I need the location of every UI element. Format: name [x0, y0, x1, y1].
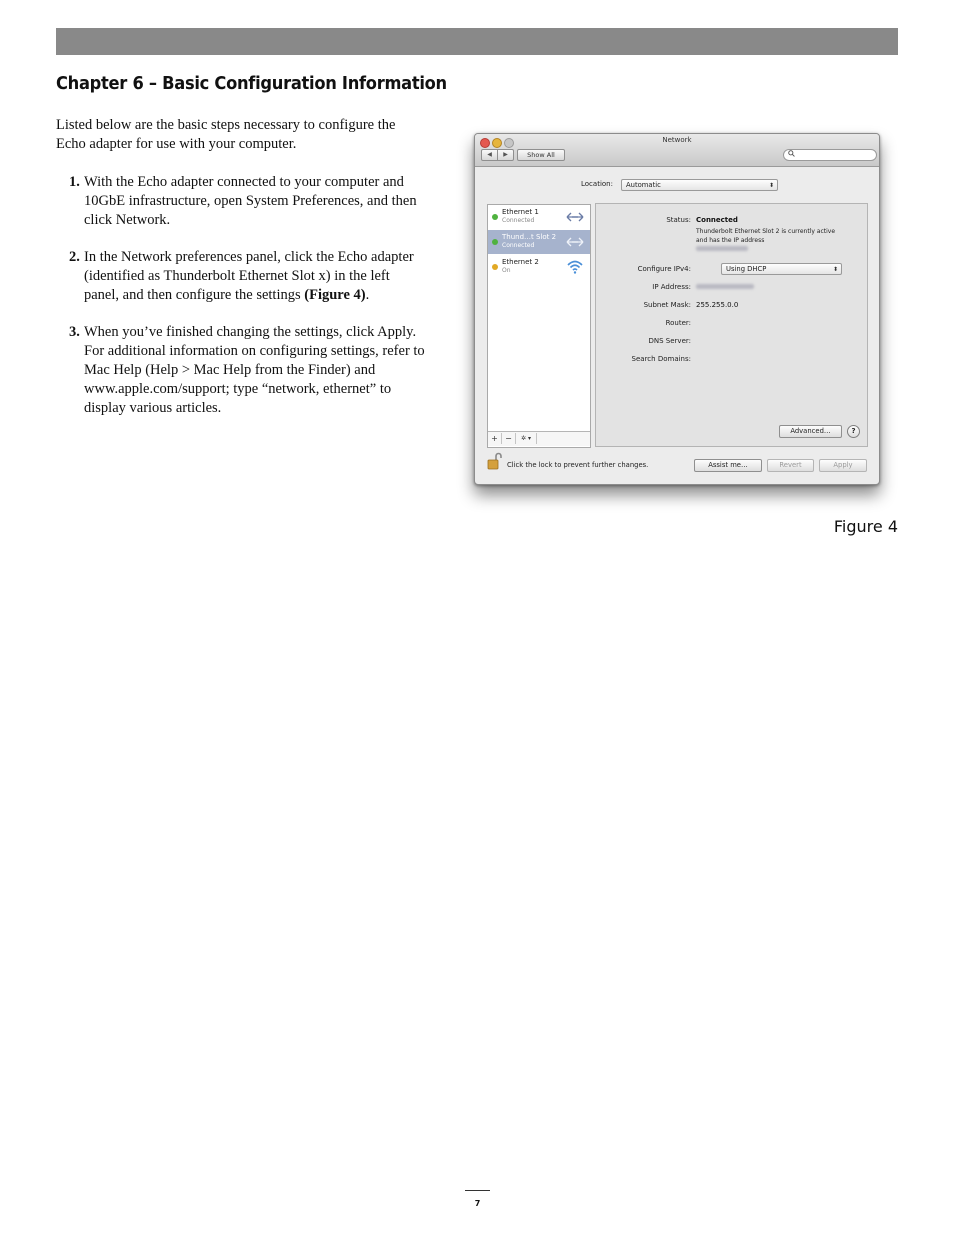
- location-select[interactable]: [621, 179, 778, 191]
- configure-ipv4-select[interactable]: [721, 263, 842, 275]
- location-value: Automatic: [626, 181, 661, 189]
- wifi-icon: [566, 258, 584, 276]
- network-preferences-window: [474, 133, 880, 485]
- step-3: [56, 323, 426, 418]
- service-status: Connected: [502, 242, 535, 249]
- service-item-thunderbolt-slot-2[interactable]: [488, 230, 590, 254]
- figure-caption: Figure 4: [833, 517, 898, 536]
- redacted-ip-value: [696, 284, 754, 289]
- action-menu-button[interactable]: ✲ ▾: [516, 433, 537, 444]
- intro-paragraph: Listed below are the basic steps necessary to configure the Echo adapter for use with your computer.: [56, 117, 396, 152]
- header-bar: [56, 28, 898, 55]
- status-dot-icon: [492, 239, 498, 245]
- service-list-toolbar: [488, 431, 590, 446]
- chapter-title: Chapter 6 – Basic Configuration Information: [56, 74, 447, 94]
- step-number: 2.: [69, 249, 80, 265]
- service-status: Connected: [502, 217, 535, 224]
- configure-ipv4-value: Using DHCP: [726, 265, 767, 273]
- status-dot-icon: [492, 264, 498, 270]
- step-text-end: .: [365, 287, 370, 303]
- apply-button[interactable]: Apply: [819, 459, 867, 472]
- configure-ipv4-label: Configure IPv4:: [637, 265, 691, 273]
- advanced-button[interactable]: Advanced…: [779, 425, 842, 438]
- redacted-ip-address: [696, 246, 748, 251]
- add-service-button[interactable]: +: [488, 433, 502, 444]
- step-2: [56, 248, 426, 305]
- service-detail-pane: [595, 203, 868, 447]
- location-label: Location:: [581, 180, 613, 188]
- lock-message: Click the lock to prevent further changes.: [507, 461, 649, 469]
- status-description: Thunderbolt Ethernet Slot 2 is currently active and has the IP address: [696, 228, 836, 244]
- steps-list: [56, 173, 426, 436]
- status-dot-icon: [492, 214, 498, 220]
- revert-button[interactable]: Revert: [767, 459, 814, 472]
- ethernet-icon: [566, 233, 584, 251]
- forward-button[interactable]: ▶: [497, 149, 514, 161]
- step-text: With the Echo adapter connected to your computer and 10GbE infrastructure, open System Preferences, and then click Network.: [84, 174, 417, 228]
- step-number: 1.: [69, 174, 80, 190]
- search-field[interactable]: [783, 149, 877, 161]
- service-list: [487, 204, 591, 448]
- lock-icon[interactable]: [487, 452, 503, 470]
- router-label: Router:: [665, 319, 691, 327]
- ip-address-label: IP Address:: [652, 283, 691, 291]
- status-value: Connected: [696, 216, 738, 224]
- service-name: Thund…t Slot 2: [502, 233, 557, 241]
- step-1: [56, 173, 426, 230]
- show-all-button[interactable]: Show All: [517, 149, 565, 161]
- ethernet-icon: [566, 208, 584, 226]
- subnet-mask-label: Subnet Mask:: [643, 301, 691, 309]
- step-text: When you’ve finished changing the settings, click Apply. For additional information on configuring settings, refer to Mac Help (Help > Mac Help from the Finder) and www.apple.com/support; type “network, ethernet” to display various articles.: [84, 324, 425, 416]
- service-name: Ethernet 2: [502, 258, 539, 266]
- subnet-mask-value: 255.255.0.0: [696, 301, 739, 309]
- page-number: 7: [474, 1199, 481, 1208]
- page-number-rule: [465, 1190, 490, 1191]
- service-item-ethernet-2[interactable]: [488, 255, 590, 279]
- remove-service-button[interactable]: −: [502, 433, 516, 444]
- step-text-main: In the Network preferences panel, click the Echo adapter (identified as Thunderbolt Ethernet Slot x) in the left panel, and then configure the settings: [84, 249, 414, 303]
- popup-arrows-icon: ⬍: [832, 266, 838, 273]
- step-number: 3.: [69, 324, 80, 340]
- step-text: [84, 249, 414, 303]
- service-status: On: [502, 267, 511, 274]
- status-label: Status:: [666, 216, 691, 224]
- search-domains-label: Search Domains:: [631, 355, 691, 363]
- back-button[interactable]: ◀: [481, 149, 498, 161]
- popup-arrows-icon: ⬍: [768, 182, 774, 189]
- search-icon: [788, 150, 795, 157]
- window-titlebar: [475, 134, 879, 167]
- figure-reference: (Figure 4): [304, 287, 366, 303]
- window-title: Network: [662, 136, 692, 144]
- service-item-ethernet-1[interactable]: [488, 205, 590, 229]
- assist-me-button[interactable]: Assist me…: [694, 459, 762, 472]
- service-name: Ethernet 1: [502, 208, 539, 216]
- dns-server-label: DNS Server:: [648, 337, 691, 345]
- help-button[interactable]: ?: [847, 425, 860, 438]
